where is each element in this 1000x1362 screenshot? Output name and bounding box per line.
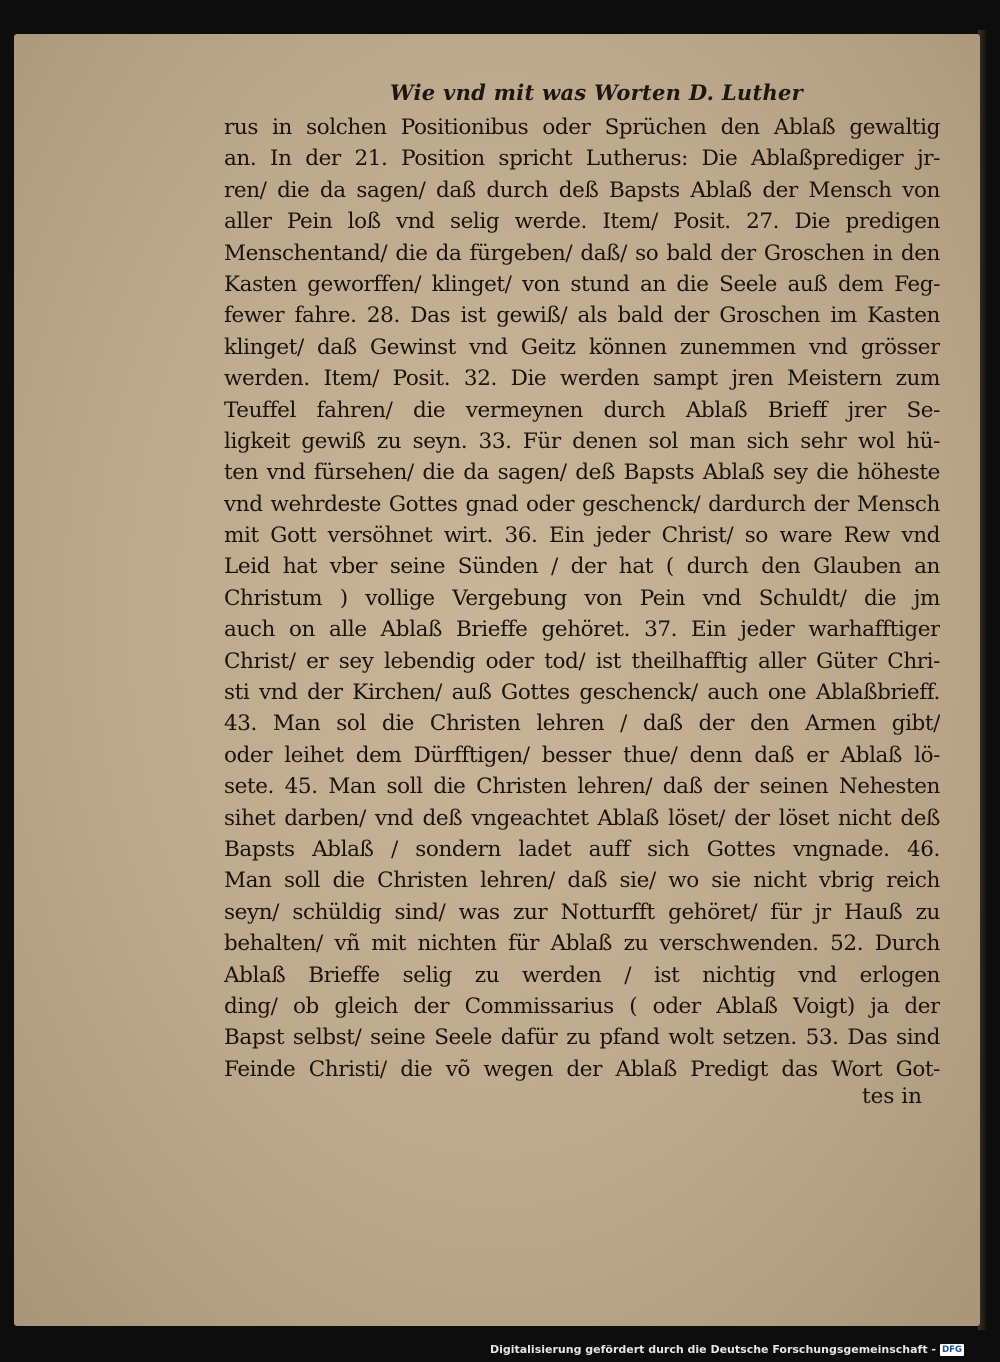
- dfg-logo: DFG: [940, 1344, 964, 1356]
- text-line: Bapsts Ablaß / sondern ladet auff sich Gottes vngnade. 46.: [224, 836, 940, 862]
- text-line: Ablaß Brieffe selig zu werden / ist nichtig vnd erlogen: [224, 962, 940, 988]
- text-line: ren/ die da sagen/ daß durch deß Bapsts Ablaß der Mensch von: [224, 177, 940, 203]
- text-line: ding/ ob gleich der Commissarius ( oder Ablaß Voigt) ja der: [224, 993, 940, 1019]
- text-line: Christ/ er sey lebendig oder tod/ ist theilhafftig aller Güter Chri-: [224, 648, 940, 674]
- text-line: Menschentand/ die da fürgeben/ daß/ so bald der Groschen in den: [224, 240, 940, 266]
- text-line: Bapst selbst/ seine Seele dafür zu pfand wolt setzen. 53. Das sind: [224, 1025, 940, 1051]
- footer-credit-text: Digitalisierung gefördert durch die Deutsche Forschungsgemeinschaft -: [489, 1343, 936, 1356]
- text-line: aller Pein loß vnd selig werde. Item/ Posit. 27. Die predigen: [224, 209, 940, 235]
- text-line: auch on alle Ablaß Brieffe gehöret. 37. Ein jeder warhafftiger: [224, 617, 940, 643]
- text-line: werden. Item/ Posit. 32. Die werden sampt jren Meistern zum: [224, 366, 940, 392]
- text-line: behalten/ vñ mit nichten für Ablaß zu verschwenden. 52. Durch: [224, 931, 940, 957]
- text-line: Man soll die Christen lehren/ daß sie/ wo sie nicht vbrig reich: [224, 868, 940, 894]
- text-line: Feinde Christi/ die võ wegen der Ablaß Predigt das Wort Got-: [224, 1056, 940, 1082]
- text-line: Leid hat vber seine Sünden / der hat ( durch den Glauben an: [224, 554, 940, 580]
- catchword: tes in: [862, 1084, 922, 1109]
- footer-credit: [490, 1343, 964, 1356]
- text-line: an. In der 21. Position spricht Lutherus: Die Ablaßprediger jr-: [224, 146, 940, 172]
- text-line: Teuffel fahren/ die vermeynen durch Ablaß Brieff jrer Se-: [224, 397, 940, 423]
- text-line: sete. 45. Man soll die Christen lehren/ daß der seinen Nehesten: [224, 774, 940, 800]
- text-line: vnd wehrdeste Gottes gnad oder geschenck/ dardurch der Mensch: [224, 491, 940, 517]
- body-text-block: [224, 112, 940, 1085]
- text-line: sihet darben/ vnd deß vngeachtet Ablaß löset/ der löset nicht deß: [224, 805, 940, 831]
- text-line: 43. Man sol die Christen lehren / daß der den Armen gibt/: [224, 711, 940, 737]
- text-line: klinget/ daß Gewinst vnd Geitz können zunemmen vnd grösser: [224, 334, 940, 360]
- running-head: Wie vnd mit was Worten D. Luther: [390, 80, 804, 105]
- text-line: mit Gott versöhnet wirt. 36. Ein jeder Christ/ so ware Rew vnd: [224, 523, 940, 549]
- text-line: oder leihet dem Dürfftigen/ besser thue/ denn daß er Ablaß lö-: [224, 742, 940, 768]
- text-line: fewer fahre. 28. Das ist gewiß/ als bald der Groschen im Kasten: [224, 303, 940, 329]
- text-line: ligkeit gewiß zu seyn. 33. Für denen sol man sich sehr wol hü-: [224, 428, 940, 454]
- text-line: Kasten geworffen/ klinget/ von stund an die Seele auß dem Feg-: [224, 271, 940, 297]
- text-line: rus in solchen Positionibus oder Sprüchen den Ablaß gewaltig: [224, 115, 940, 140]
- text-line: sti vnd der Kirchen/ auß Gottes geschenck/ auch one Ablaßbrieff.: [224, 680, 940, 706]
- text-line: Christum ) vollige Vergebung von Pein vnd Schuldt/ die jm: [224, 585, 940, 611]
- text-line: seyn/ schüldig sind/ was zur Notturfft gehöret/ für jr Hauß zu: [224, 899, 940, 925]
- text-line: ten vnd fürsehen/ die da sagen/ deß Bapsts Ablaß sey die höheste: [224, 460, 940, 486]
